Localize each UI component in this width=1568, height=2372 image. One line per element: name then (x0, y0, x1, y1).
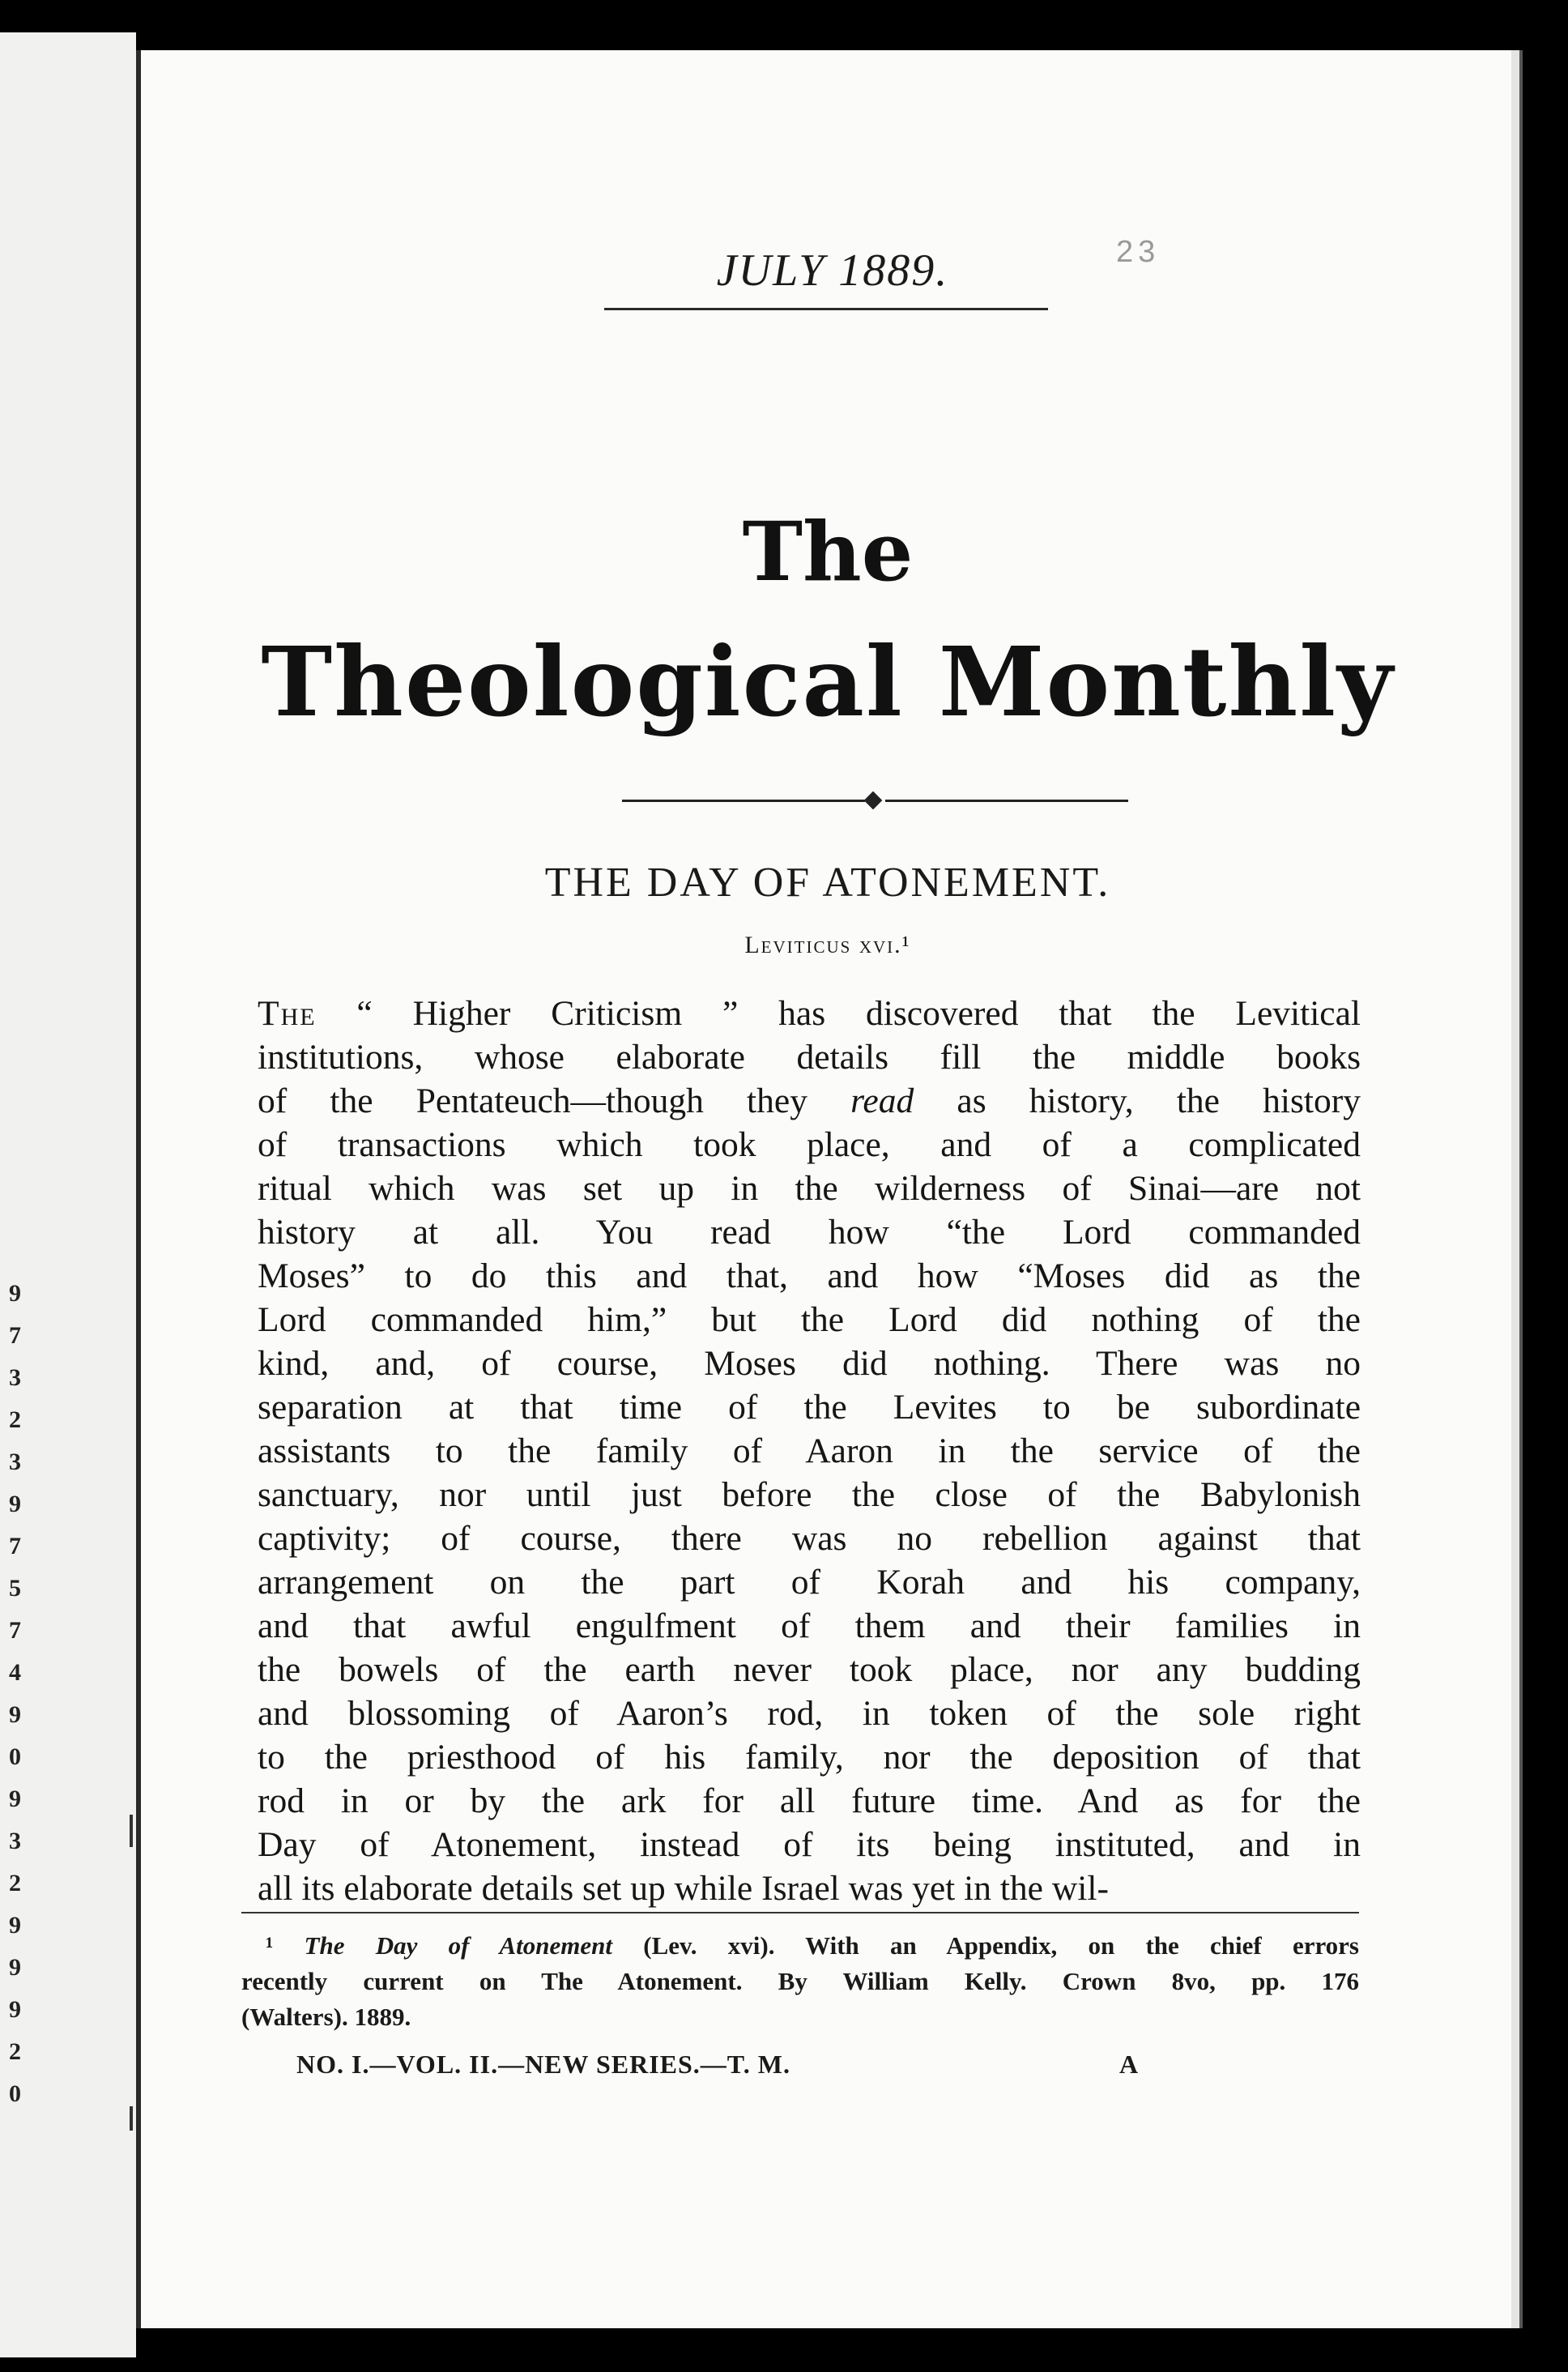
italic-word: read (850, 1081, 914, 1120)
body-line: institutions, whose elaborate details fill the middle books (258, 1038, 1361, 1077)
edge-number: 9 (9, 1912, 21, 1939)
body-line: ritual which was set up in the wilderness of Sinai—are not (258, 1169, 1361, 1208)
body-line: and blossoming of Aaron’s rod, in token of the sole right (258, 1694, 1361, 1733)
body-line: captivity; of course, there was no rebellion against that (258, 1519, 1361, 1558)
footnote-line: (Walters). 1889. (241, 2003, 411, 2031)
masthead-the: The (742, 504, 914, 599)
edge-number: 5 (9, 1575, 21, 1602)
article-body (258, 992, 1361, 1910)
signature-letter: A (1119, 2050, 1139, 2079)
edge-number: 0 (9, 1743, 21, 1770)
edge-number: 2 (9, 2038, 21, 2065)
body-line: rod in or by the ark for all future time. And as for the (258, 1781, 1361, 1820)
footnote-rule (241, 1912, 1359, 1913)
edge-number: 7 (9, 1322, 21, 1349)
body-line: of transactions which took place, and of a complicated (258, 1125, 1361, 1164)
body-line: of the Pentateuch—though they read as history, the history (258, 1081, 1361, 1120)
body-line: assistants to the family of Aaron in the service of the (258, 1431, 1361, 1470)
issue-date: JULY 1889. (716, 245, 949, 296)
masthead-title: Theological Monthly (261, 625, 1395, 738)
edge-number: 3 (9, 1828, 21, 1854)
edge-number: 4 (9, 1659, 21, 1686)
edge-number: 9 (9, 1996, 21, 2023)
edge-number: 7 (9, 1617, 21, 1644)
ornament-diamond (864, 791, 883, 810)
body-line: Day of Atonement, instead of its being instituted, and in (258, 1825, 1361, 1864)
body-line: Lord commanded him,” but the Lord did nothing of the (258, 1300, 1361, 1339)
date-underline (604, 308, 1048, 310)
body-line: to the priesthood of his family, nor the deposition of that (258, 1738, 1361, 1777)
pencil-page-number: 23 (1116, 235, 1161, 269)
body-line: history at all. You read how “the Lord commanded (258, 1213, 1361, 1252)
ornament-rule-right (885, 800, 1128, 802)
article-subtitle: Leviticus xvi.¹ (744, 932, 911, 958)
edge-number: 9 (9, 1785, 21, 1812)
page-right-shadow (1519, 50, 1523, 2328)
edge-number: 2 (9, 1406, 21, 1433)
edge-number: 3 (9, 1448, 21, 1475)
page-right-edge (1511, 50, 1519, 2328)
edge-number: 9 (9, 1954, 21, 1981)
article-title: THE DAY OF ATONEMENT. (544, 860, 1111, 906)
body-line: Moses” to do this and that, and how “Moses did as the (258, 1256, 1361, 1295)
ornament-rule-left (622, 800, 865, 802)
edge-number: 7 (9, 1533, 21, 1559)
edge-number: 9 (9, 1701, 21, 1728)
edge-number: 9 (9, 1491, 21, 1517)
body-line: The “ Higher Criticism ” has discovered that the Levitical (258, 994, 1361, 1033)
journal-page (136, 50, 1519, 2328)
printer-signature-line: NO. I.—VOL. II.—NEW SERIES.—T. M. (296, 2050, 790, 2079)
edge-mark (130, 2106, 133, 2131)
first-word: The (258, 994, 317, 1033)
body-line: sanctuary, nor until just before the close of the Babylonish (258, 1475, 1361, 1514)
edge-number: 0 (9, 2080, 21, 2107)
footnote (241, 1928, 1359, 2035)
body-line: separation at that time of the Levites to be subordinate (258, 1388, 1361, 1427)
footnote-book-title: The Day of Atonement (304, 1931, 613, 1960)
edge-number: 9 (9, 1280, 21, 1307)
edge-mark (130, 1815, 133, 1847)
footnote-line: ¹ The Day of Atonement (Lev. xvi). With an Appendix, on the chief errors (266, 1931, 1359, 1960)
body-line: and that awful engulfment of them and their families in (258, 1606, 1361, 1645)
body-line: all its elaborate details set up while Israel was yet in the wil- (258, 1869, 1109, 1908)
footnote-line: recently current on The Atonement. By William Kelly. Crown 8vo, pp. 176 (241, 1967, 1359, 1995)
edge-number: 3 (9, 1364, 21, 1391)
spine-line (136, 50, 141, 2328)
body-line: arrangement on the part of Korah and his company, (258, 1563, 1361, 1602)
adjacent-page-edge (0, 32, 136, 2357)
body-line: the bowels of the earth never took place, nor any budding (258, 1650, 1361, 1689)
body-line: kind, and, of course, Moses did nothing. There was no (258, 1344, 1361, 1383)
edge-number: 2 (9, 1870, 21, 1896)
